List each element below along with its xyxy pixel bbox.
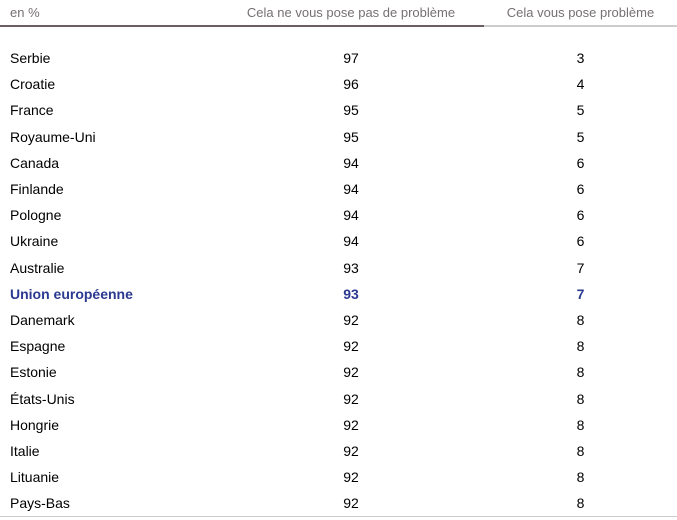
column-header-no-problem: Cela ne vous pose pas de problème: [218, 0, 484, 27]
country-name: Serbie: [10, 50, 51, 67]
problem-value: 6: [576, 181, 585, 198]
table-row: [0, 150, 677, 176]
no-problem-value: 92: [343, 390, 359, 407]
table-row: [0, 281, 677, 307]
table-row: [0, 176, 677, 202]
table-row: [0, 202, 677, 228]
no-problem-value: 96: [343, 76, 359, 93]
no-problem-value: 94: [343, 154, 359, 171]
unit-label: en %: [0, 0, 218, 27]
table-row: [0, 412, 677, 438]
no-problem-value: 92: [343, 416, 359, 433]
country-name: Royaume-Uni: [10, 128, 96, 145]
country-name: Finlande: [10, 181, 64, 198]
problem-value: 8: [576, 469, 585, 486]
table-row: [0, 490, 677, 516]
problem-value: 5: [576, 128, 585, 145]
table-row: [0, 307, 677, 333]
no-problem-value: 92: [343, 311, 359, 328]
table-row: [0, 333, 677, 359]
no-problem-value: 93: [343, 259, 359, 276]
country-name: Danemark: [10, 311, 75, 328]
problem-value: 6: [576, 207, 585, 224]
country-name: Canada: [10, 154, 60, 171]
no-problem-value: 93: [343, 285, 359, 302]
no-problem-value: 92: [343, 364, 359, 381]
country-name: Estonie: [10, 364, 57, 381]
country-name: Espagne: [10, 338, 66, 355]
country-name: Ukraine: [10, 233, 59, 250]
table-row: [0, 97, 677, 123]
problem-value: 8: [576, 390, 585, 407]
country-name: États-Unis: [10, 390, 75, 407]
country-name: France: [10, 102, 54, 119]
problem-value: 6: [576, 154, 585, 171]
no-problem-value: 94: [343, 233, 359, 250]
problem-value: 6: [576, 233, 585, 250]
no-problem-value: 95: [343, 128, 359, 145]
table-row: [0, 359, 677, 385]
no-problem-value: 92: [343, 338, 359, 355]
country-name: Union européenne: [10, 285, 133, 302]
table-body: [0, 27, 677, 517]
no-problem-value: 92: [343, 495, 359, 512]
no-problem-value: 94: [343, 181, 359, 198]
table-header-row: [0, 0, 677, 27]
problem-value: 8: [576, 442, 585, 459]
no-problem-value: 95: [343, 102, 359, 119]
table-row: [0, 385, 677, 411]
problem-value: 4: [576, 76, 585, 93]
problem-value: 5: [576, 102, 585, 119]
table-row: [0, 124, 677, 150]
country-name: Lituanie: [10, 469, 60, 486]
no-problem-value: 92: [343, 469, 359, 486]
no-problem-value: 97: [343, 50, 359, 67]
no-problem-value: 94: [343, 207, 359, 224]
table-row: [0, 228, 677, 254]
country-name: Italie: [10, 442, 40, 459]
country-name: Australie: [10, 259, 65, 276]
problem-value: 7: [576, 259, 585, 276]
column-header-problem: Cela vous pose problème: [484, 0, 677, 27]
problem-value: 8: [576, 338, 585, 355]
problem-value: 3: [576, 50, 585, 67]
problem-value: 7: [576, 285, 585, 302]
country-name: Croatie: [10, 76, 56, 93]
table-row: [0, 255, 677, 281]
problem-value: 8: [576, 416, 585, 433]
table-row: [0, 45, 677, 71]
problem-value: 8: [576, 495, 585, 512]
country-name: Pologne: [10, 207, 62, 224]
country-name: Hongrie: [10, 416, 60, 433]
table-row: [0, 464, 677, 490]
country-name: Pays-Bas: [10, 495, 70, 512]
no-problem-value: 92: [343, 442, 359, 459]
problem-value: 8: [576, 364, 585, 381]
problem-value: 8: [576, 311, 585, 328]
table-row: [0, 438, 677, 464]
table-row: [0, 71, 677, 97]
